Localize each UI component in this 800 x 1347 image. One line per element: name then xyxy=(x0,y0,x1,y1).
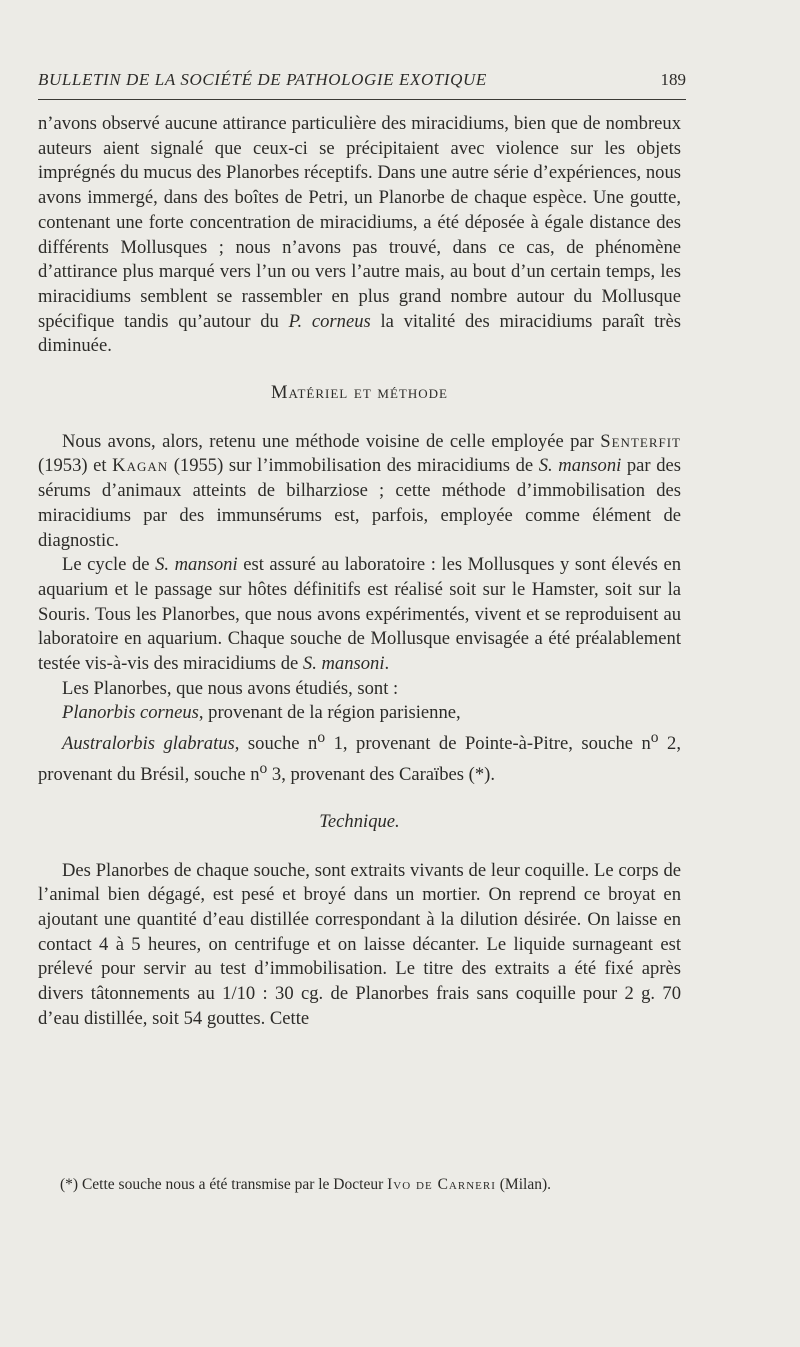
paragraph-cycle: Le cycle de S. mansoni est assuré au laboratoire : les Mollusques y sont élevés en aquarium et le passage sur hôtes définitifs est réalisé soit sur le Hamster, soit sur la Souris. Tous les Planorbes, que nous avons expérimentés, vivent et se reproduisent au laboratoire en aquarium. Chaque souche de Mollusque envisagée a été préalablement testée vis-à-vis des miracidiums de S. mansoni. xyxy=(38,554,682,675)
running-header xyxy=(38,70,686,90)
section-heading-materiel: Matériel et méthode xyxy=(271,382,448,404)
page-number: 189 xyxy=(660,70,686,89)
paragraph-planorbes-list-intro: Les Planorbes, que nous avons étudiés, sont : xyxy=(62,677,399,699)
list-item-planorbis: Planorbis corneus, provenant de la région parisienne, xyxy=(62,702,461,724)
journal-title: BULLETIN DE LA SOCIÉTÉ DE PATHOLOGIE EXOTIQUE xyxy=(38,70,487,89)
paragraph-methode: Nous avons, alors, retenu une méthode voisine de celle employée par Senterfit (1953) et Kagan (1955) sur l’immobilisation des miracidiums de S. mansoni par des sérums d’animaux atteints de bilharziose ; cette méthode d’immobilisation des miracidiums par des immunsérums est, parfois, employée comme élément de diagnostic. xyxy=(38,430,681,551)
section-heading-technique: Technique. xyxy=(319,810,400,832)
paragraph-technique: Des Planorbes de chaque souche, sont extraits vivants de leur coquille. Le corps de l’animal bien dégagé, est pesé et broyé dans un mortier. On reprend ce broyat en ajoutant une quantité d’eau distillée correspondant à la dilution désirée. On laisse en contact 4 à 5 heures, on centrifuge et on laisse décanter. Le liquide surnageant est prélevé pour servir au test d’immobilisation. Le titre des extraits a été fixé après divers tâtonnements au 1/10 : 30 cg. de Planorbes frais sans coquille pour 2 g. 70 d’eau distillée, soit 54 gouttes. Cette xyxy=(38,859,681,1029)
list-item-australorbis: Australorbis glabratus, souche $n^o$ 1, provenant de Pointe-à-Pitre, souche $n^o$ 2, provenant du Brésil, souche $n^o$ 3, provenant des Caraïbes (*). xyxy=(38,729,681,786)
paragraph-continuation: n’avons observé aucune attirance particulière des miracidiums, bien que de nombreux auteurs aient signalé que ceux-ci se précipitaient avec violence sur les objets imprégnés du mucus des Planorbes réceptifs. Dans une autre série d’expériences, nous avons immergé, dans des boîtes de Petri, un Planorbe de chaque espèce. Une goutte, contenant une forte concentration de miracidiums, a été déposée à égale distance des différents Mollusques ; nous n’avons pas trouvé, dans ce cas, de phénomène d’attirance plus marqué vers l’un ou vers l’autre mais, au bout d’un certain temps, les miracidiums semblent se rassembler en plus grand nombre autour du Mollusque spécifique tandis qu’autour du P. corneus la vitalité des miracidiums paraît très diminuée. xyxy=(38,113,681,357)
author-senterfit: Senterfit xyxy=(600,430,681,452)
header-rule xyxy=(38,99,686,100)
article-body xyxy=(38,112,681,1032)
footnote: (*) Cette souche nous a été transmise par le Docteur Ivo de Carneri (Milan). xyxy=(60,1176,551,1193)
author-kagan: Kagan xyxy=(112,455,169,477)
